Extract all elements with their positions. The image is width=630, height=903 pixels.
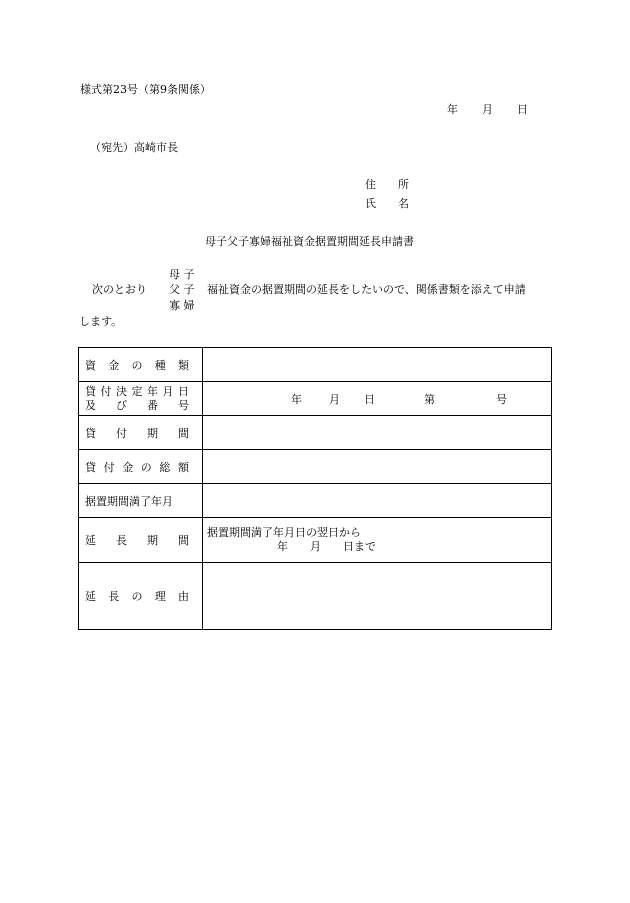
intro-end: します。: [79, 315, 123, 328]
date-line: [447, 101, 528, 117]
intro-text: 福祉資金の据置期間の延長をしたいので、関係書類を添えて申請: [207, 283, 526, 296]
address-label: 住 所: [365, 178, 409, 191]
label-loan-decision: 貸 付 決 定 年 月 日 及 び 番 号: [79, 382, 203, 416]
date-year: 年: [447, 103, 458, 116]
form-number: 様式第23号（第9条関係）: [80, 83, 211, 96]
label-loan-period: 貸 付 期 間: [79, 416, 203, 450]
value-extension-period[interactable]: 据置期間満了年月日の翌日から 年 月 日まで: [203, 518, 552, 563]
detail-table: [78, 347, 552, 630]
table-row: [79, 416, 552, 450]
name-label: 氏 名: [365, 197, 409, 210]
addressee: （宛先）高崎市長: [90, 141, 178, 154]
value-loan-total[interactable]: [203, 450, 552, 484]
table-row: [79, 484, 552, 518]
label-fund-type: 資 金 の 種 類: [79, 348, 203, 382]
category-option: 寡 婦: [169, 299, 195, 312]
category-option: 母 子: [169, 268, 195, 281]
value-fund-type[interactable]: [203, 348, 552, 382]
category-option: 父 子: [169, 283, 195, 296]
label-extension-reason: 延 長 の 理 由: [79, 563, 203, 630]
label-deferment-expiry: 据置期間満了年月: [79, 484, 203, 518]
value-extension-reason[interactable]: [203, 563, 552, 630]
intro-lead: 次のとおり: [92, 283, 147, 296]
table-row: [79, 382, 552, 416]
date-month: 月: [482, 103, 493, 116]
value-loan-period[interactable]: [203, 416, 552, 450]
label-extension-period: 延 長 期 間: [79, 518, 203, 563]
table-row: [79, 450, 552, 484]
label-loan-total: 貸 付 金 の 総 額: [79, 450, 203, 484]
value-deferment-expiry[interactable]: [203, 484, 552, 518]
document-title: 母子父子寡婦福祉資金据置期間延長申請書: [205, 235, 414, 248]
date-day: 日: [517, 103, 528, 116]
table-row: [79, 563, 552, 630]
table-row: [79, 518, 552, 563]
value-loan-decision[interactable]: 年 月 日 第 号: [203, 382, 552, 416]
table-row: [79, 348, 552, 382]
